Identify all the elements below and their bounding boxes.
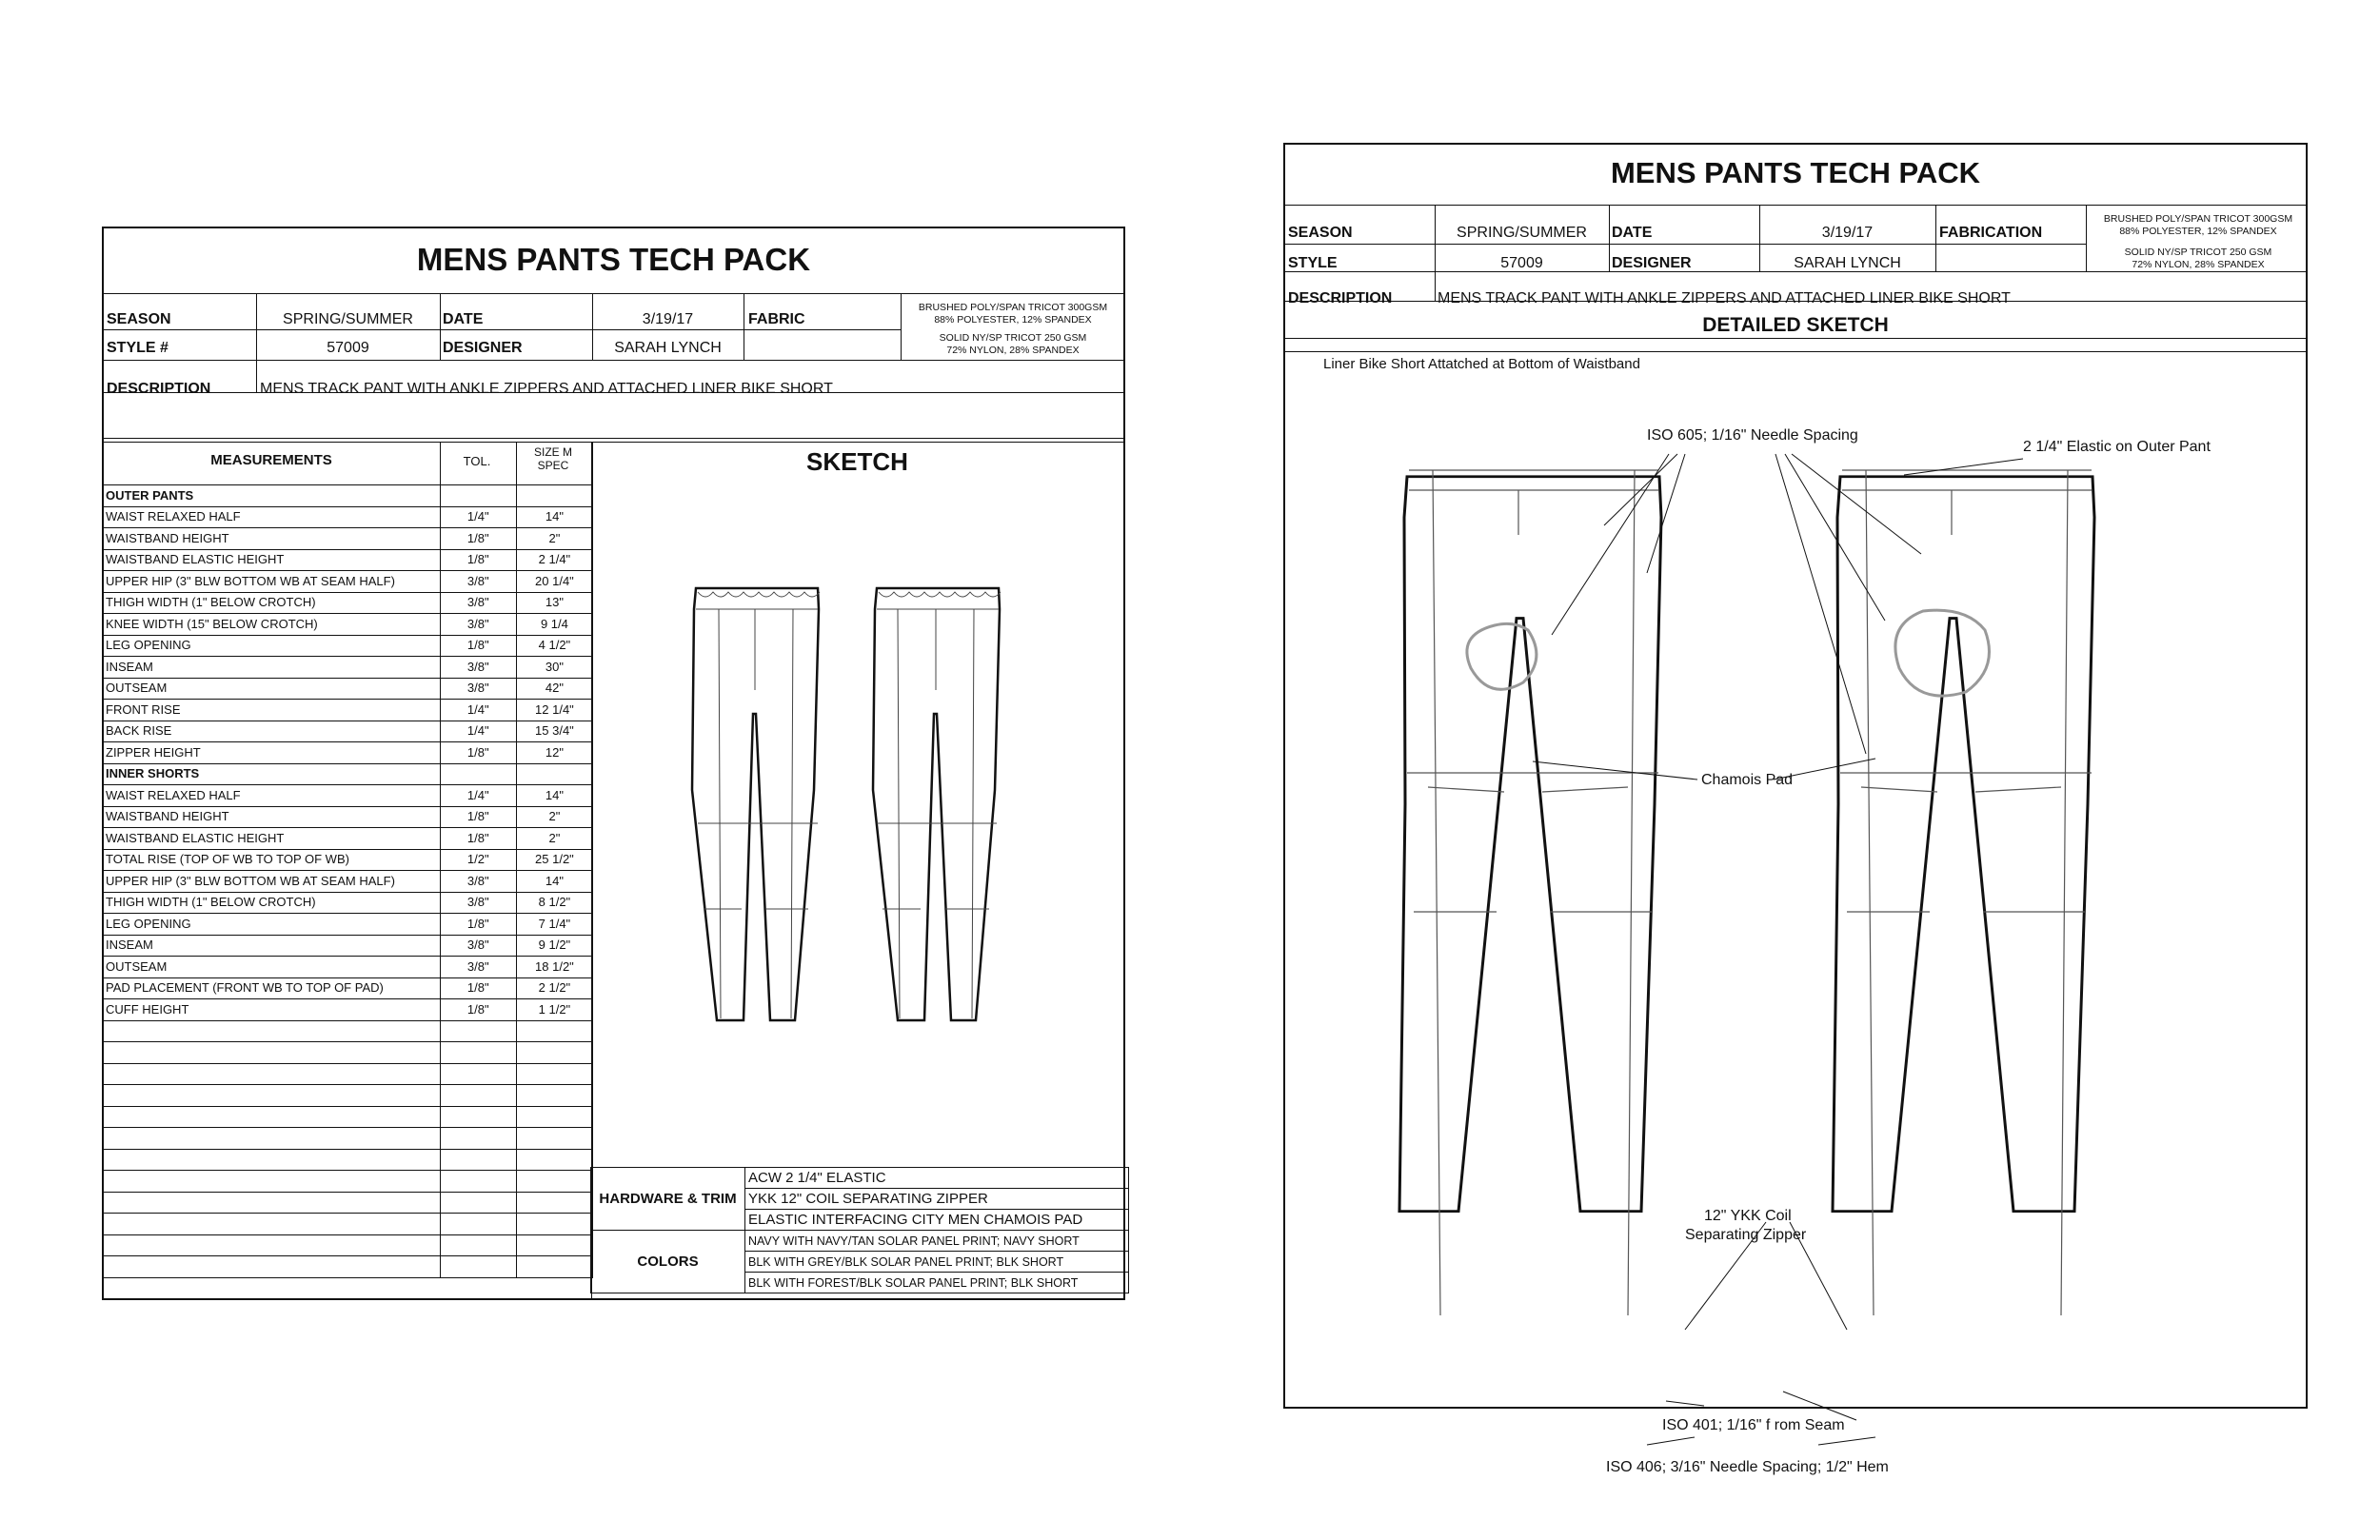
table-row: [104, 999, 593, 1021]
tolerance-cell: 1/8": [440, 914, 516, 936]
spec-cell: 2": [516, 806, 592, 828]
spec-header-1: SIZE M: [533, 445, 572, 459]
table-row: [104, 614, 593, 636]
empty-row: [104, 1171, 593, 1193]
tolerance-cell: 3/8": [440, 935, 516, 957]
hardware-item: ACW 2 1/4" ELASTIC: [745, 1168, 1129, 1189]
spec-cell: 42": [516, 678, 592, 700]
tolerance-cell: 3/8": [440, 614, 516, 636]
table-row: [104, 678, 593, 700]
tolerance-cell: [440, 485, 516, 507]
tolerance-cell: 1/8": [440, 635, 516, 657]
empty-row: [104, 1256, 593, 1278]
spec-cell: 9 1/4: [516, 614, 592, 636]
empty-row: [104, 1128, 593, 1150]
left-designer-label: DESIGNER: [443, 340, 523, 356]
spec-header-2: SPEC: [537, 459, 569, 472]
tolerance-cell: 1/4": [440, 506, 516, 528]
hardware-label: HARDWARE & TRIM: [591, 1168, 745, 1231]
spec-cell: 4 1/2": [516, 635, 592, 657]
table-row: [104, 549, 593, 571]
left-date-label: DATE: [443, 311, 484, 327]
empty-row: [104, 1042, 593, 1064]
right-tech-pack-sheet: [1283, 143, 2308, 1475]
right-date-label: DATE: [1612, 225, 1653, 241]
table-row: [104, 914, 593, 936]
measurement-name: WAISTBAND HEIGHT: [104, 528, 441, 550]
right-style-label: STYLE: [1288, 255, 1338, 271]
table-row: [104, 871, 593, 893]
tolerance-cell: 1/8": [440, 828, 516, 850]
right-designer-label: DESIGNER: [1612, 255, 1692, 271]
color-item: NAVY WITH NAVY/TAN SOLAR PANEL PRINT; NAVY SHORT: [745, 1231, 1129, 1252]
measurement-name: FRONT RISE: [104, 700, 441, 721]
zipper-callout-1: 12" YKK Coil: [1704, 1208, 1792, 1224]
measurement-name: THIGH WIDTH (1" BELOW CROTCH): [104, 592, 441, 614]
spec-cell: 18 1/2": [516, 957, 592, 978]
left-title: MENS PANTS TECH PACK: [416, 242, 811, 277]
right-title: MENS PANTS TECH PACK: [1610, 156, 1981, 189]
measurement-name: WAISTBAND ELASTIC HEIGHT: [104, 828, 441, 850]
tolerance-cell: 3/8": [440, 678, 516, 700]
right-style-value: 57009: [1500, 255, 1543, 271]
tol-header: TOL.: [463, 454, 491, 468]
tolerance-cell: 3/8": [440, 892, 516, 914]
measurement-name: WAIST RELAXED HALF: [104, 785, 441, 807]
table-row: [104, 700, 593, 721]
left-style-value: 57009: [327, 340, 369, 356]
pants-flat-sketch: [675, 581, 1018, 1028]
spec-cell: 14": [516, 506, 592, 528]
table-row: [104, 528, 593, 550]
spec-cell: 1 1/2": [516, 999, 592, 1021]
spec-cell: 15 3/4": [516, 721, 592, 742]
measurement-name: OUTER PANTS: [104, 485, 441, 507]
left-description-value: MENS TRACK PANT WITH ANKLE ZIPPERS AND ATTACHED LINER BIKE SHORT: [260, 381, 833, 397]
measurement-name: LEG OPENING: [104, 635, 441, 657]
measurement-name: WAISTBAND HEIGHT: [104, 806, 441, 828]
spec-cell: 9 1/2": [516, 935, 592, 957]
tolerance-cell: 1/4": [440, 700, 516, 721]
measurement-name: WAISTBAND ELASTIC HEIGHT: [104, 549, 441, 571]
empty-row: [104, 1214, 593, 1235]
tolerance-cell: 1/8": [440, 999, 516, 1021]
trim-table: [590, 1167, 1129, 1293]
spec-cell: [516, 485, 592, 507]
left-season-label: SEASON: [107, 311, 171, 327]
table-row: [104, 977, 593, 999]
measurement-name: TOTAL RISE (TOP OF WB TO TOP OF WB): [104, 849, 441, 871]
spec-cell: 14": [516, 785, 592, 807]
measurement-name: LEG OPENING: [104, 914, 441, 936]
elastic-callout: 2 1/4" Elastic on Outer Pant: [2023, 439, 2211, 455]
measurement-name: INSEAM: [104, 935, 441, 957]
spec-cell: 25 1/2": [516, 849, 592, 871]
measurement-name: OUTSEAM: [104, 957, 441, 978]
table-row: [104, 742, 593, 764]
spec-cell: 2": [516, 528, 592, 550]
iso401-callout: ISO 401; 1/16" f rom Seam: [1662, 1417, 1845, 1433]
table-row: [104, 806, 593, 828]
empty-row: [104, 1234, 593, 1256]
chamois-callout: Chamois Pad: [1701, 772, 1794, 788]
measurement-name: UPPER HIP (3" BLW BOTTOM WB AT SEAM HALF): [104, 571, 441, 593]
section-row: [104, 763, 593, 785]
left-date-value: 3/19/17: [642, 311, 694, 327]
tolerance-cell: 1/8": [440, 549, 516, 571]
right-fabric-1b: 88% POLYESTER, 12% SPANDEX: [2119, 226, 2277, 237]
measurements-header: MEASUREMENTS: [210, 452, 332, 468]
table-row: [104, 849, 593, 871]
right-fabric-1a: BRUSHED POLY/SPAN TRICOT 300GSM: [2103, 213, 2293, 225]
measurement-name: CUFF HEIGHT: [104, 999, 441, 1021]
sketch-title: SKETCH: [806, 447, 908, 476]
spec-cell: 12 1/4": [516, 700, 592, 721]
color-item: BLK WITH FOREST/BLK SOLAR PANEL PRINT; BLK SHORT: [745, 1273, 1129, 1293]
measurement-name: WAIST RELAXED HALF: [104, 506, 441, 528]
spec-cell: 20 1/4": [516, 571, 592, 593]
tolerance-cell: 1/4": [440, 785, 516, 807]
section-row: [104, 485, 593, 507]
spec-cell: 30": [516, 657, 592, 679]
empty-row: [104, 1106, 593, 1128]
tolerance-cell: 3/8": [440, 957, 516, 978]
left-season-value: SPRING/SUMMER: [283, 311, 413, 327]
left-fabric-1a: BRUSHED POLY/SPAN TRICOT 300GSM: [918, 302, 1108, 313]
tolerance-cell: 3/8": [440, 871, 516, 893]
right-fabrication-label: FABRICATION: [1939, 225, 2043, 241]
spec-cell: 12": [516, 742, 592, 764]
zipper-callout-2: Separating Zipper: [1685, 1227, 1807, 1243]
table-row: [104, 657, 593, 679]
measurements-table: [103, 442, 593, 1278]
iso406-callout: ISO 406; 3/16" Needle Spacing; 1/2" Hem: [1606, 1459, 1889, 1475]
empty-row: [104, 1149, 593, 1171]
measurement-name: PAD PLACEMENT (FRONT WB TO TOP OF PAD): [104, 977, 441, 999]
colors-label: COLORS: [591, 1231, 745, 1293]
tolerance-cell: 3/8": [440, 571, 516, 593]
hardware-item: ELASTIC INTERFACING CITY MEN CHAMOIS PAD: [745, 1210, 1129, 1231]
tolerance-cell: 3/8": [440, 592, 516, 614]
left-fabric-label: FABRIC: [748, 311, 805, 327]
right-season-value: SPRING/SUMMER: [1457, 225, 1587, 241]
iso605-callout: ISO 605; 1/16" Needle Spacing: [1647, 427, 1858, 444]
spec-cell: 14": [516, 871, 592, 893]
spec-cell: 13": [516, 592, 592, 614]
left-fabric-2b: 72% NYLON, 28% SPANDEX: [946, 345, 1080, 356]
measurement-name: KNEE WIDTH (15" BELOW CROTCH): [104, 614, 441, 636]
spec-cell: 7 1/4": [516, 914, 592, 936]
empty-row: [104, 1020, 593, 1042]
table-row: [104, 935, 593, 957]
measurement-name: INNER SHORTS: [104, 763, 441, 785]
right-designer-value: SARAH LYNCH: [1794, 255, 1901, 271]
right-description-label: DESCRIPTION: [1288, 290, 1393, 306]
table-row: [104, 592, 593, 614]
measurement-name: ZIPPER HEIGHT: [104, 742, 441, 764]
table-row: [104, 957, 593, 978]
table-row: [104, 635, 593, 657]
measurement-name: THIGH WIDTH (1" BELOW CROTCH): [104, 892, 441, 914]
table-row: [104, 785, 593, 807]
color-item: BLK WITH GREY/BLK SOLAR PANEL PRINT; BLK SHORT: [745, 1252, 1129, 1273]
detailed-pants-sketch: [1285, 364, 2308, 1475]
left-style-label: STYLE #: [107, 340, 169, 356]
measurement-name: OUTSEAM: [104, 678, 441, 700]
left-description-label: DESCRIPTION: [107, 381, 211, 397]
spec-cell: 2 1/4": [516, 549, 592, 571]
empty-row: [104, 1063, 593, 1085]
tolerance-cell: 1/8": [440, 528, 516, 550]
spec-cell: 2 1/2": [516, 977, 592, 999]
right-season-label: SEASON: [1288, 225, 1353, 241]
table-row: [104, 721, 593, 742]
liner-callout: Liner Bike Short Attatched at Bottom of Waistband: [1323, 356, 1640, 372]
table-row: [104, 828, 593, 850]
tolerance-cell: 3/8": [440, 657, 516, 679]
table-row: [104, 506, 593, 528]
tolerance-cell: 1/8": [440, 806, 516, 828]
tolerance-cell: 1/8": [440, 977, 516, 999]
detailed-sketch-title: DETAILED SKETCH: [1702, 314, 1889, 336]
spec-cell: 2": [516, 828, 592, 850]
empty-row: [104, 1085, 593, 1107]
measurement-name: BACK RISE: [104, 721, 441, 742]
left-tech-pack-sheet: [102, 227, 1125, 1300]
left-fabric-1b: 88% POLYESTER, 12% SPANDEX: [934, 314, 1092, 326]
tolerance-cell: 1/4": [440, 721, 516, 742]
measurement-name: UPPER HIP (3" BLW BOTTOM WB AT SEAM HALF): [104, 871, 441, 893]
right-description-value: MENS TRACK PANT WITH ANKLE ZIPPERS AND ATTACHED LINER BIKE SHORT: [1438, 290, 2011, 306]
right-fabric-2b: 72% NYLON, 28% SPANDEX: [2132, 259, 2265, 270]
spec-cell: 8 1/2": [516, 892, 592, 914]
hardware-item: YKK 12" COIL SEPARATING ZIPPER: [745, 1189, 1129, 1210]
right-date-value: 3/19/17: [1821, 225, 1874, 241]
left-fabric-2a: SOLID NY/SP TRICOT 250 GSM: [939, 332, 1087, 344]
right-fabric-2a: SOLID NY/SP TRICOT 250 GSM: [2124, 247, 2272, 258]
tolerance-cell: [440, 763, 516, 785]
tolerance-cell: 1/2": [440, 849, 516, 871]
empty-row: [104, 1192, 593, 1214]
table-row: [104, 571, 593, 593]
table-row: [104, 892, 593, 914]
tolerance-cell: 1/8": [440, 742, 516, 764]
left-designer-value: SARAH LYNCH: [614, 340, 722, 356]
measurement-name: INSEAM: [104, 657, 441, 679]
spec-cell: [516, 763, 592, 785]
